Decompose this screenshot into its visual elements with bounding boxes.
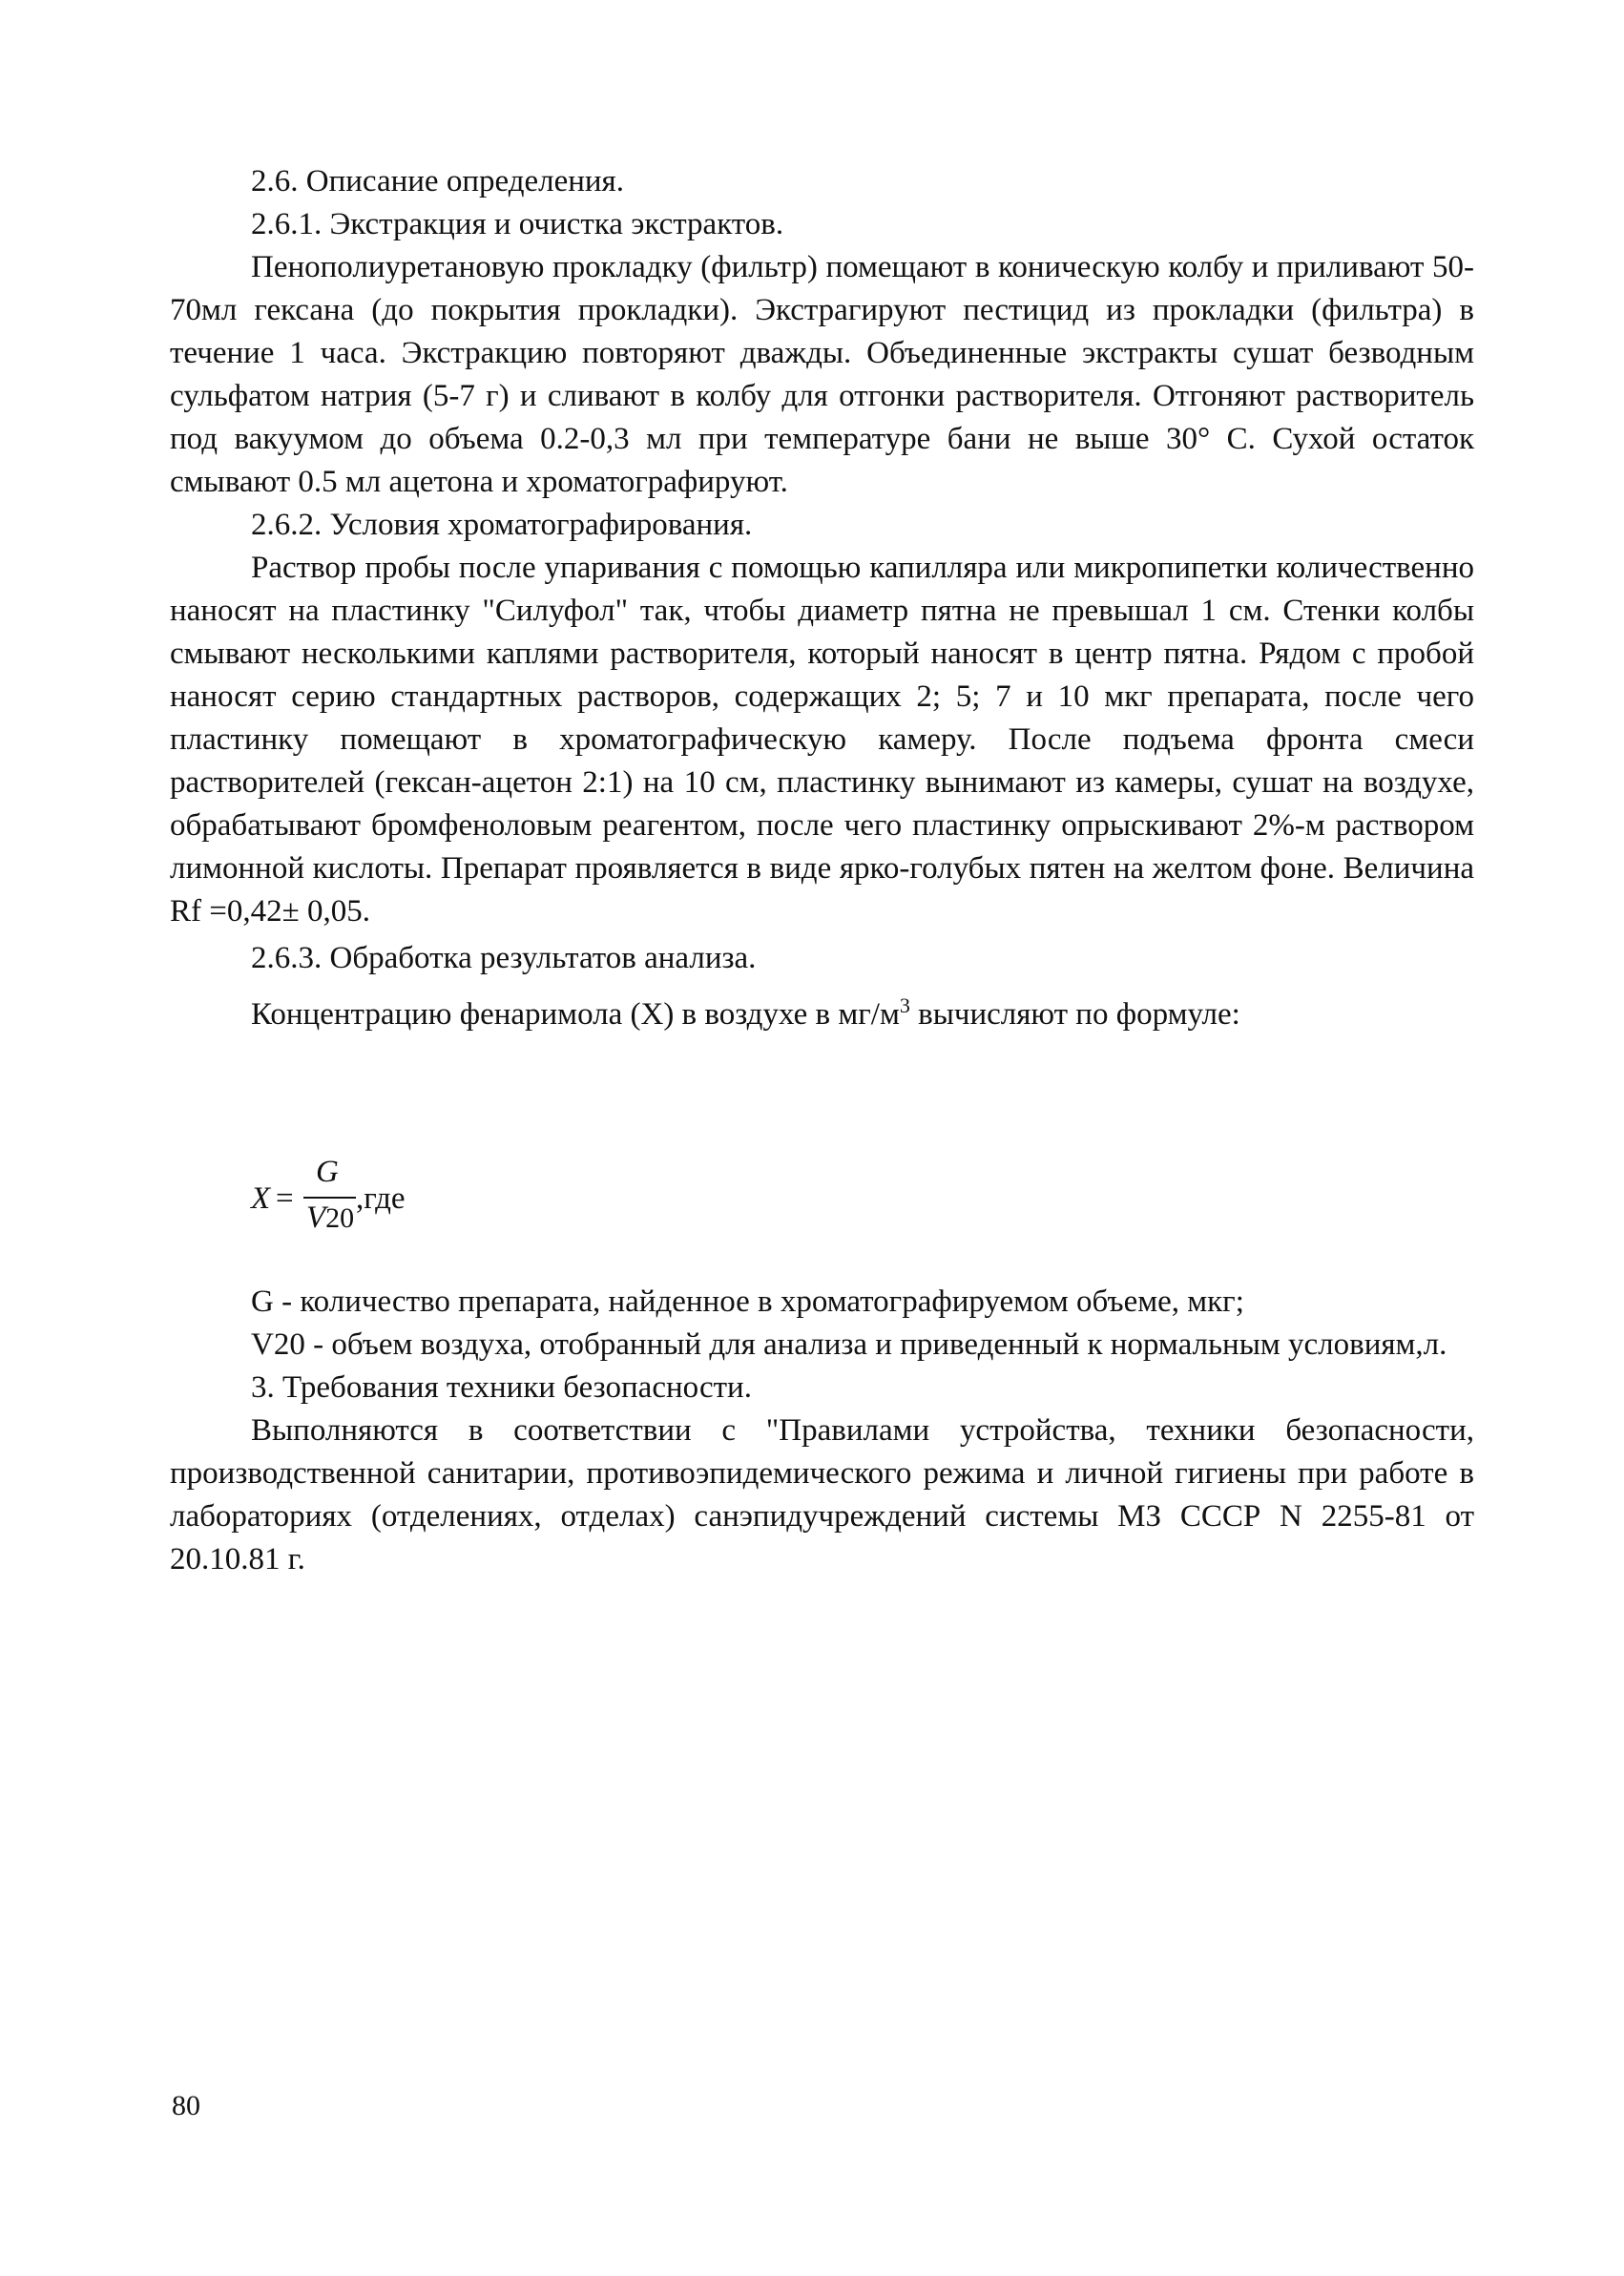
heading-2-6-3: 2.6.3. Обработка результатов анализа. bbox=[251, 941, 757, 975]
formula-denominator-sub: 20 bbox=[325, 1202, 355, 1234]
section-definitions bbox=[170, 1281, 1474, 1581]
formula-numerator: G bbox=[316, 1155, 339, 1189]
paragraph-g-definition: G - количество препарата, найденное в хроматографируемом объеме, мкг; bbox=[251, 1284, 1244, 1319]
heading-3: 3. Требования техники безопасности. bbox=[251, 1370, 752, 1405]
formula-denominator-var: V bbox=[306, 1201, 326, 1235]
page-number: 80 bbox=[172, 2090, 200, 2121]
formula-lhs: X bbox=[251, 1181, 271, 1216]
section-2-6-top bbox=[170, 160, 1474, 1036]
formula-intro-text: Концентрацию фенаримола (X) в воздухе в мг/м bbox=[251, 997, 900, 1032]
paragraph-safety: Выполняются в соответствии с "Правилами устройства, техники безопасности, производственной санитарии, противоэпидемического режима и личной гигиены при работе в лабораториях (отделениях, отделах) санэпидучреждений системы МЗ СССР N 2255-81 от 20.10.81 г. bbox=[170, 1413, 1474, 1576]
formula bbox=[251, 1155, 633, 1260]
paragraph-v-definition: V20 - объем воздуха, отобранный для анализа и приведенный к нормальным условиям,л. bbox=[251, 1327, 1447, 1362]
formula-suffix: ,где bbox=[356, 1181, 406, 1216]
formula-fraction-bar bbox=[303, 1197, 356, 1199]
heading-2-6-1: 2.6.1. Экстракция и очистка экстрактов. bbox=[251, 207, 784, 241]
paragraph-formula-intro bbox=[170, 993, 1474, 1036]
formula-intro-end: вычисляют по формуле: bbox=[909, 997, 1240, 1032]
formula-denominator bbox=[306, 1201, 354, 1236]
formula-equals: = bbox=[276, 1181, 294, 1216]
formula-intro-superscript: 3 bbox=[899, 993, 910, 1017]
heading-2-6: 2.6. Описание определения. bbox=[251, 164, 624, 198]
paragraph-chromatography: Раствор пробы после упаривания с помощью капилляра или микропипетки количественно наносят на пластинку "Силуфол" так, чтобы диаметр пятна не превышал 1 см. Стенки колбы смывают несколькими каплями растворителя, который наносят в центр пятна. Рядом с пробой наносят серию стандартных растворов, содержащих 2; 5; 7 и 10 мкг препарата, после чего пластинку помещают в хроматографическую камеру. После подъема фронта смеси растворителей (гексан-ацетон 2:1) на 10 см, пластинку вынимают из камеры, сушат на воздухе, обрабатывают бромфеноловым реагентом, после чего пластинку опрыскивают 2%-м раствором лимонной кислоты. Препарат проявляется в виде ярко-голубых пятен на желтом фоне. Величина Rf =0,42± 0,05. bbox=[170, 551, 1474, 929]
paragraph-extraction: Пенополиуретановую прокладку (фильтр) помещают в коническую колбу и приливают 50- 70мл гексана (до покрытия прокладки). Экстрагируют пестицид из прокладки (фильтра) в течение 1 часа. Экстракцию повторяют дважды. Объединенные экстракты сушат безводным сульфатом натрия (5-7 г) и сливают в колбу для отгонки растворителя. Отгоняют растворитель под вакуумом до объема 0.2-0,3 мл при температуре бани не выше 30° С. Сухой остаток смывают 0.5 мл ацетона и хроматографируют. bbox=[170, 250, 1474, 499]
heading-2-6-2: 2.6.2. Условия хроматографирования. bbox=[251, 508, 753, 542]
